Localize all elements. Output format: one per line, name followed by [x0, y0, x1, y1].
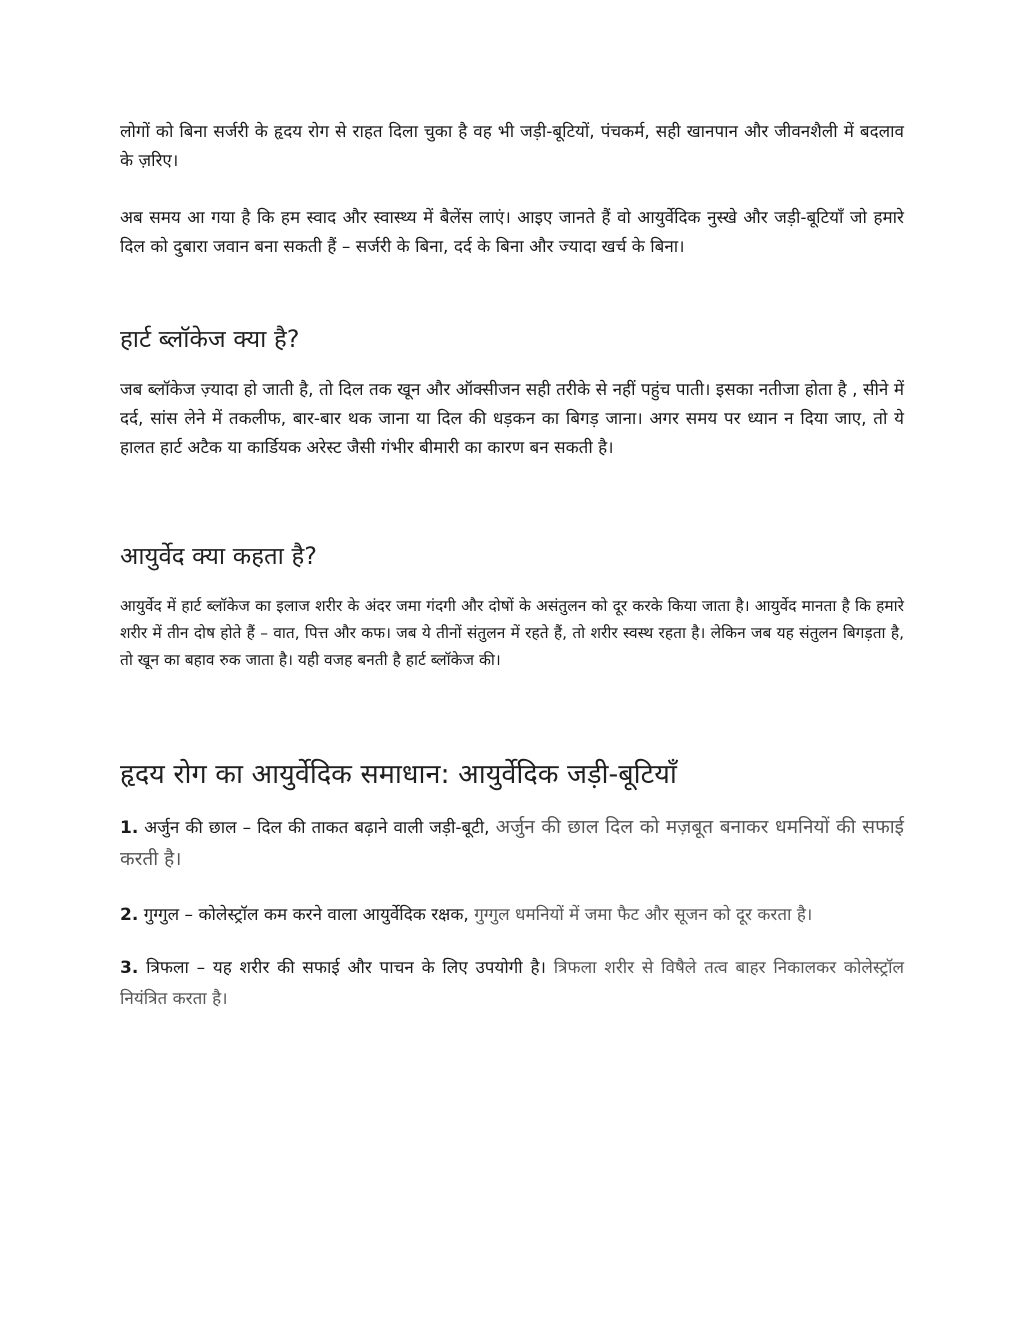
intro-paragraph-1: लोगों को बिना सर्जरी के हृदय रोग से राहत दिला चुका है वह भी जड़ी-बूटियों, पंचकर्म, सही खानपान और जीवनशैली में बदलाव के ज़रिए। — [120, 122, 904, 171]
remedy-number: 2. — [120, 905, 139, 925]
remedy-detail: त्रिफला शरीर से विषैले तत्व बाहर निकालकर कोलेस्ट्रॉल नियंत्रित करता है। — [120, 958, 905, 1009]
remedy-number: 3. — [120, 958, 139, 978]
remedy-item-2 — [120, 900, 904, 931]
remedy-detail: अर्जुन की छाल दिल को मज़बूत बनाकर धमनियों की सफाई करती है। — [120, 816, 904, 870]
heading-ayurvedic-remedies: हृदय रोग का आयुर्वेदिक समाधान: आयुर्वेदिक जड़ी-बूटियाँ — [120, 759, 677, 790]
heading-heart-blockage: हार्ट ब्लॉकेज क्या है? — [120, 325, 300, 353]
remedy-title: अर्जुन की छाल – दिल की ताकत बढ़ाने वाली जड़ी-बूटी, — [144, 818, 490, 838]
document-page — [120, 118, 904, 1015]
heading-ayurveda-says: आयुर्वेद क्या कहता है? — [120, 542, 317, 570]
blockage-paragraph: जब ब्लॉकेज ज़्यादा हो जाती है, तो दिल तक खून और ऑक्सीजन सही तरीके से नहीं पहुंच पाती। इसका नतीजा होता है , सीने में दर्द, सांस लेने में तकलीफ, बार-बार थक जाना या दिल की धड़कन का बिगड़ जाना। अगर समय पर ध्यान न दिया जाए, तो ये हालत हार्ट अटैक या कार्डियक अरेस्ट जैसी गंभीर बीमारी का कारण बन सकती है। — [120, 380, 904, 458]
remedy-title: त्रिफला – यह शरीर की सफाई और पाचन के लिए उपयोगी है। — [146, 958, 546, 978]
remedy-item-3 — [120, 953, 904, 1015]
remedy-detail: गुग्गुल धमनियों में जमा फैट और सूजन को दूर करता है। — [474, 905, 813, 925]
intro-paragraph-2: अब समय आ गया है कि हम स्वाद और स्वास्थ्य में बैलेंस लाएं। आइए जानते हैं वो आयुर्वेदिक नुस्खे और जड़ी-बूटियाँ जो हमारे दिल को दुबारा जवान बना सकती हैं – सर्जरी के बिना, दर्द के बिना और ज्यादा खर्च के बिना। — [120, 208, 904, 257]
remedy-title: गुग्गुल – कोलेस्ट्रॉल कम करने वाला आयुर्वेदिक रक्षक, — [143, 905, 469, 925]
remedy-item-1 — [120, 812, 904, 876]
remedy-number: 1. — [120, 818, 139, 838]
ayurveda-paragraph: आयुर्वेद में हार्ट ब्लॉकेज का इलाज शरीर के अंदर जमा गंदगी और दोषों के असंतुलन को दूर करके किया जाता है। आयुर्वेद मानता है कि हमारे शरीर में तीन दोष होते हैं – वात, पित्त और कफ। जब ये तीनों संतुलन में रहते हैं, तो शरीर स्वस्थ रहता है। लेकिन जब यह संतुलन बिगड़ता है, तो खून का बहाव रुक जाता है। यही वजह बनती है हार्ट ब्लॉकेज की। — [120, 597, 904, 669]
